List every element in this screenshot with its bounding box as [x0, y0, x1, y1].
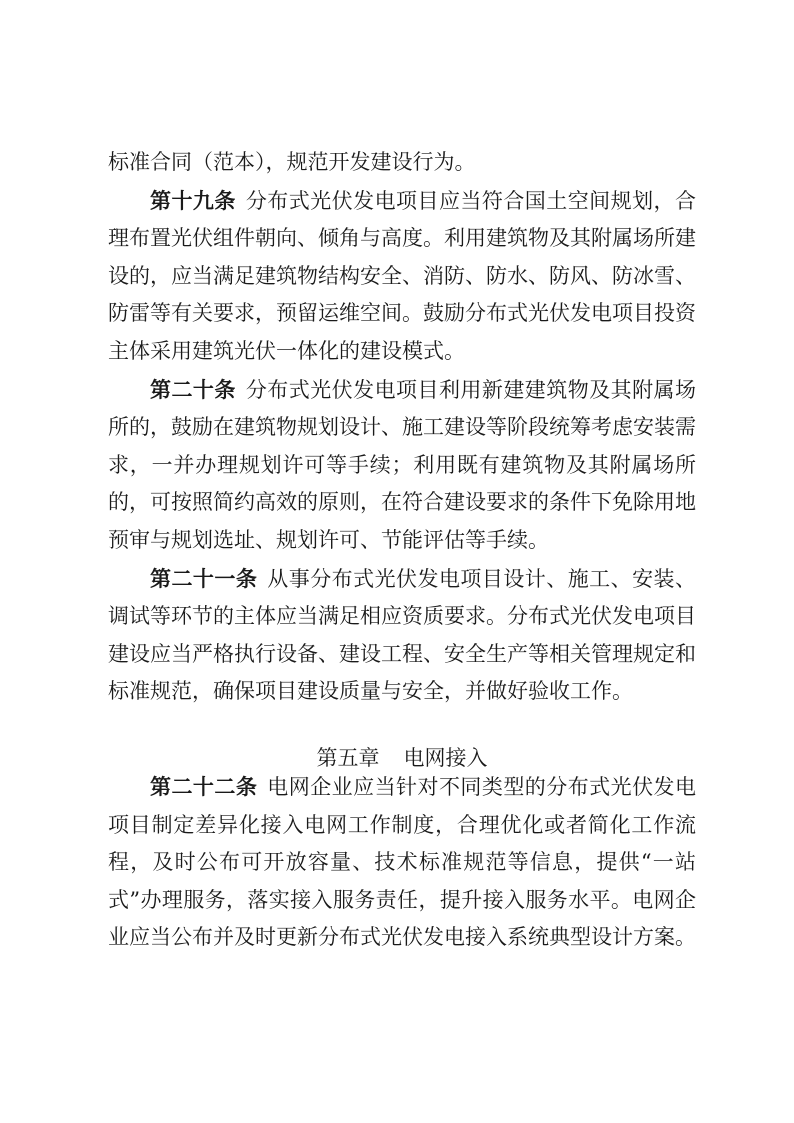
chapter-title: 电网接入: [403, 746, 488, 770]
article-number: 第二十条: [150, 376, 236, 402]
body-text-upper: [108, 144, 696, 711]
paragraph-text: 分布式光伏发电项目利用新建建筑物及其附属场所的，鼓励在建筑物规划设计、施工建设等阶段统筹考虑安装需求，一并办理规划许可等手续；利用既有建筑物及其附属场所的，可按照简约高效的原则，在符合建设要求的条件下免除用地预审与规划选址、规划许可、节能评估等手续。: [108, 377, 697, 552]
paragraph-continuation: [108, 144, 696, 182]
chapter-number: 第五章: [316, 746, 380, 770]
paragraph-article-20: [108, 371, 696, 560]
paragraph-text: 标准合同（范本），规范开发建设行为。: [108, 150, 476, 174]
paragraph-text: 从事分布式光伏发电项目设计、施工、安装、调试等环节的主体应当满足相应资质要求。分布式光伏发电项目建设应当严格执行设备、建设工程、安全生产等相关管理规定和标准规范，确保项目建设质量与安全，并做好验收工作。: [108, 566, 697, 704]
paragraph-text: 电网企业应当针对不同类型的分布式光伏发电项目制定差异化接入电网工作制度，合理优化或者简化工作流程，及时公布可开放容量、技术标准规范等信息，提供“一站式”办理服务，落实接入服务责任，提升接入服务水平。电网企业应当公布并及时更新分布式光伏发电接入系统典型设计方案。: [108, 775, 697, 950]
article-number: 第二十一条: [150, 565, 258, 591]
paragraph-article-22: [108, 768, 696, 957]
paragraph-article-21: [108, 560, 696, 711]
paragraph-text: 分布式光伏发电项目应当符合国土空间规划，合理布置光伏组件朝向、倾角与高度。利用建筑物及其附属场所建设的，应当满足建筑物结构安全、消防、防水、防风、防冰雪、防雷等有关要求，预留运维空间。鼓励分布式光伏发电项目投资主体采用建筑光伏一体化的建设模式。: [108, 188, 697, 363]
article-number: 第十九条: [150, 187, 236, 213]
body-text-lower: [108, 768, 696, 957]
paragraph-article-19: [108, 182, 696, 371]
article-number: 第二十二条: [150, 774, 258, 799]
